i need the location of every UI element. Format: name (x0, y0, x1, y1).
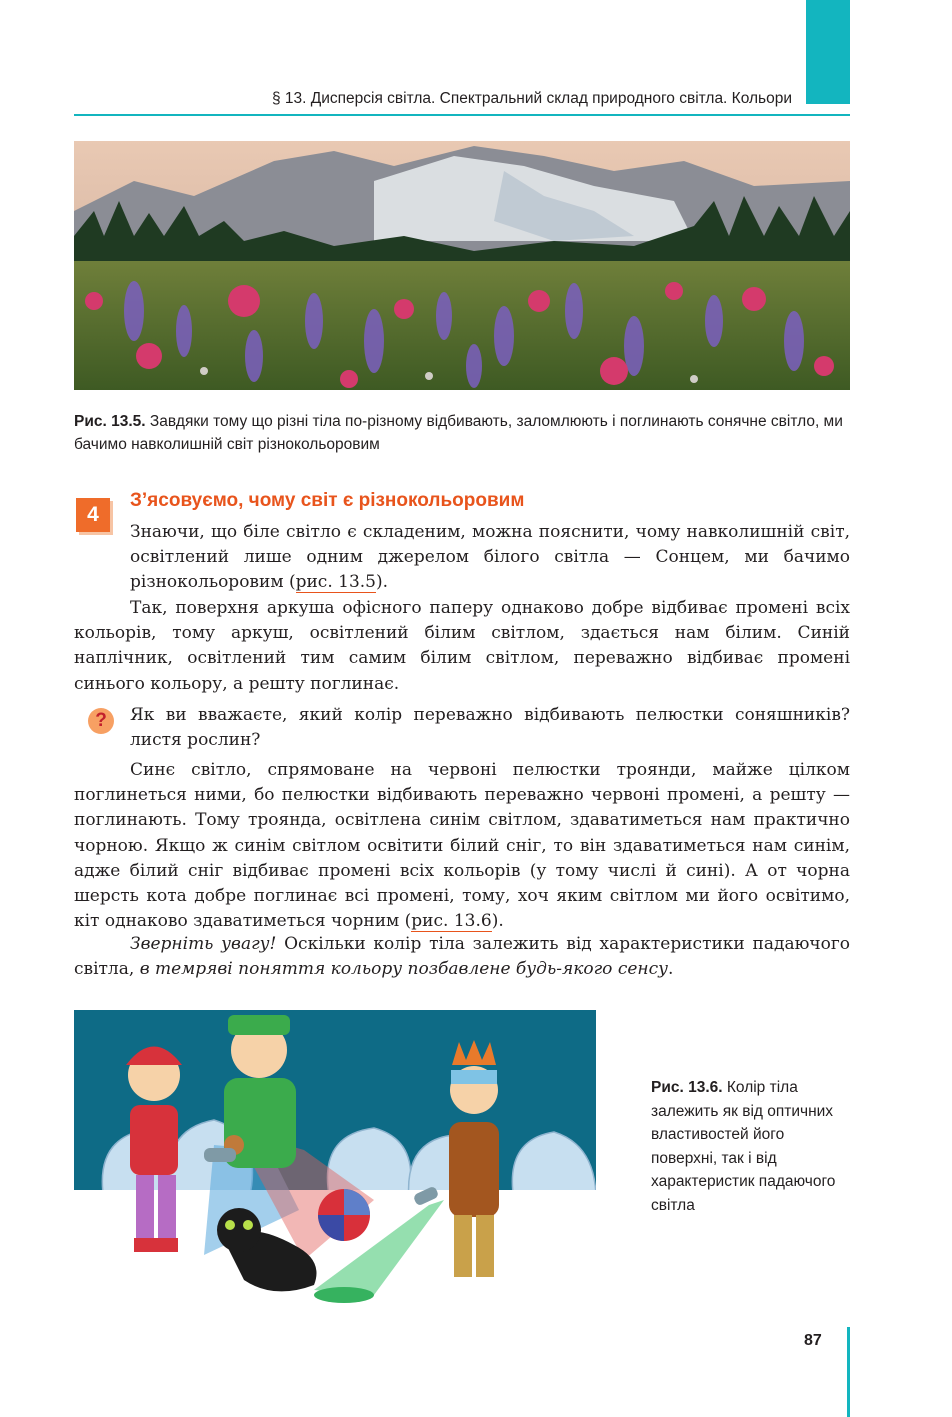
attention-end: . (667, 959, 674, 980)
page-number: 87 (804, 1332, 822, 1349)
attention-text: Оскільки колір тіла залежить від характеристики падаючого світла, (74, 934, 850, 980)
paragraph-rose-example (74, 758, 850, 934)
attention-label: Зверніть увагу! (130, 934, 277, 954)
figure-13-5-label: Рис. 13.5. (74, 413, 146, 430)
figure-13-5-caption-text: Завдяки тому що різні тіла по-різному відбивають, заломлюють і поглинають сонячне світло, ми бачимо навколишній світ різнокольоровим (74, 413, 843, 453)
header-rule (74, 114, 850, 116)
paragraph-rose-end: ). (491, 911, 504, 932)
paragraph-paper-example (74, 596, 850, 697)
section-number-badge: 4 (76, 498, 110, 532)
header-color-tab (806, 0, 850, 104)
meadow-photo (74, 141, 850, 390)
question-icon: ? (88, 708, 114, 734)
figure-ref-13-5[interactable]: рис. 13.5 (295, 572, 376, 593)
figure-13-5-caption (74, 410, 850, 456)
paragraph-intro-end: ). (376, 572, 389, 593)
figure-13-6-caption (651, 1076, 851, 1217)
running-header: § 13. Дисперсія світла. Спектральний склад природного світла. Кольори (271, 90, 792, 107)
paragraph-intro-text: Знаючи, що біле світло є складеним, можна пояснити, чому навколишній світ, освітлений лише одним джерелом білого світла — Сонцем, ми бачимо різнокольоровим ( (130, 522, 850, 593)
figure-13-6-caption-text: Колір тіла залежить як від оптичних властивостей його поверхні, так і від характеристик падаючого світла (651, 1079, 836, 1214)
attention-emphasis: в темряві поняття кольору позбавлене будь-якого сенсу (139, 959, 668, 980)
figure-13-6-label: Рис. 13.6. (651, 1079, 723, 1096)
section-title: З’ясовуємо, чому світ є різнокольоровим (130, 490, 525, 511)
paragraph-intro (74, 520, 850, 596)
paragraph-attention (74, 932, 850, 982)
question-text: Як ви вважаєте, який колір переважно відбивають пелюстки соняшників? листя рослин? (130, 705, 850, 751)
paragraph-rose-text: Синє світло, спрямоване на червоні пелюстки троянди, майже цілком поглинеться ними, бо пелюстки відбивають переважно червоні промені, а решту — поглинають. Тому троянда, освітлена синім світлом, здаватиметься нам практично чорною. Якщо ж синім світлом освітити білий сніг, то він здаватиметься нам синім, адже білий сніг відбиває промені всіх кольорів (у тому числі й сині). А от чорна шерсть кота добре поглинає всі промені, тому, хоч яким світлом ми його освітимо, кіт однаково здаватиметься чорним ( (74, 760, 850, 932)
footer-rule (847, 1327, 850, 1417)
paragraph-paper-text: Так, поверхня аркуша офісного паперу однаково добре відбиває промені всіх кольорів, тому аркуш, освітлений білим світлом, здається нам білим. Синій наплічник, освітлений тим самим білим світлом, переважно відбиває промені синього кольору, а решту поглинає. (74, 598, 850, 694)
figure-ref-13-6[interactable]: рис. 13.6 (411, 911, 492, 932)
flashlight-scene-illustration (74, 1010, 596, 1305)
